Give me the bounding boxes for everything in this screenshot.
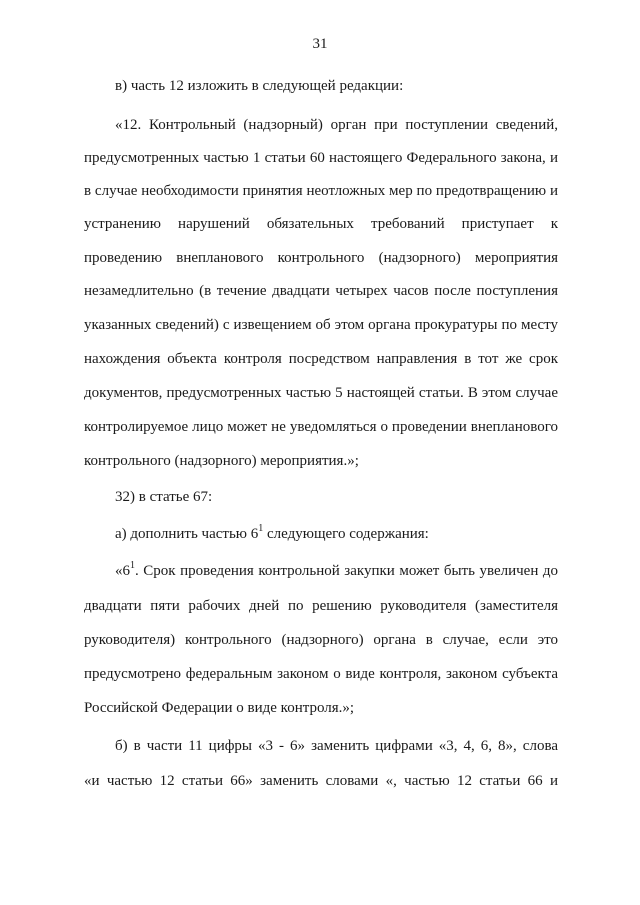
text-line: двадцати пяти рабочих дней по решению руководителя (заместителя bbox=[84, 598, 558, 614]
text-line: руководителя) контрольного (надзорного) органа в случае, если это bbox=[84, 632, 558, 648]
text-line bbox=[115, 525, 429, 543]
text-line: предусмотренных частью 1 статьи 60 настоящего Федерального закона, и bbox=[84, 150, 558, 166]
text-line: контрольного (надзорного) мероприятия.»; bbox=[84, 453, 359, 469]
text-segment: а) дополнить частью 6 bbox=[115, 526, 259, 542]
text-segment: следующего содержания: bbox=[263, 526, 429, 542]
superscript: 1 bbox=[258, 523, 264, 534]
text-line: «и частью 12 статьи 66» заменить словами «, частью 12 статьи 66 и bbox=[84, 773, 558, 789]
superscript: 1 bbox=[130, 560, 135, 571]
text-line: документов, предусмотренных частью 5 настоящей статьи. В этом случае bbox=[84, 385, 558, 401]
text-line: указанных сведений) с извещением об этом органа прокуратуры по месту bbox=[84, 317, 558, 333]
text-line: устранению нарушений обязательных требований приступает к bbox=[84, 216, 558, 232]
text-line: Российской Федерации о виде контроля.»; bbox=[84, 700, 355, 716]
text-line: нахождения объекта контроля посредством направления в тот же срок bbox=[84, 351, 558, 367]
text-line: незамедлительно (в течение двадцати четырех часов после поступления bbox=[84, 283, 558, 299]
text-line: предусмотрено федеральным законом о виде контроля, законом субъекта bbox=[84, 666, 558, 682]
page-number: 31 bbox=[312, 36, 328, 52]
text-line: в случае необходимости принятия неотложных мер по предотвращению и bbox=[84, 183, 558, 199]
text-line: контролируемое лицо может не уведомляться о проведении внепланового bbox=[84, 419, 558, 435]
text-line: в) часть 12 изложить в следующей редакции: bbox=[115, 78, 404, 94]
text-line: б) в части 11 цифры «3 - 6» заменить цифрами «3, 4, 6, 8», слова bbox=[115, 738, 558, 754]
text-line: 32) в статье 67: bbox=[115, 489, 213, 505]
text-line bbox=[115, 562, 558, 580]
text-segment: . Срок проведения контрольной закупки может быть увеличен до bbox=[135, 563, 558, 579]
text-line: «12. Контрольный (надзорный) орган при поступлении сведений, bbox=[115, 117, 558, 133]
text-line: проведению внепланового контрольного (надзорного) мероприятия bbox=[84, 250, 558, 266]
text-segment: «6 bbox=[115, 563, 130, 579]
